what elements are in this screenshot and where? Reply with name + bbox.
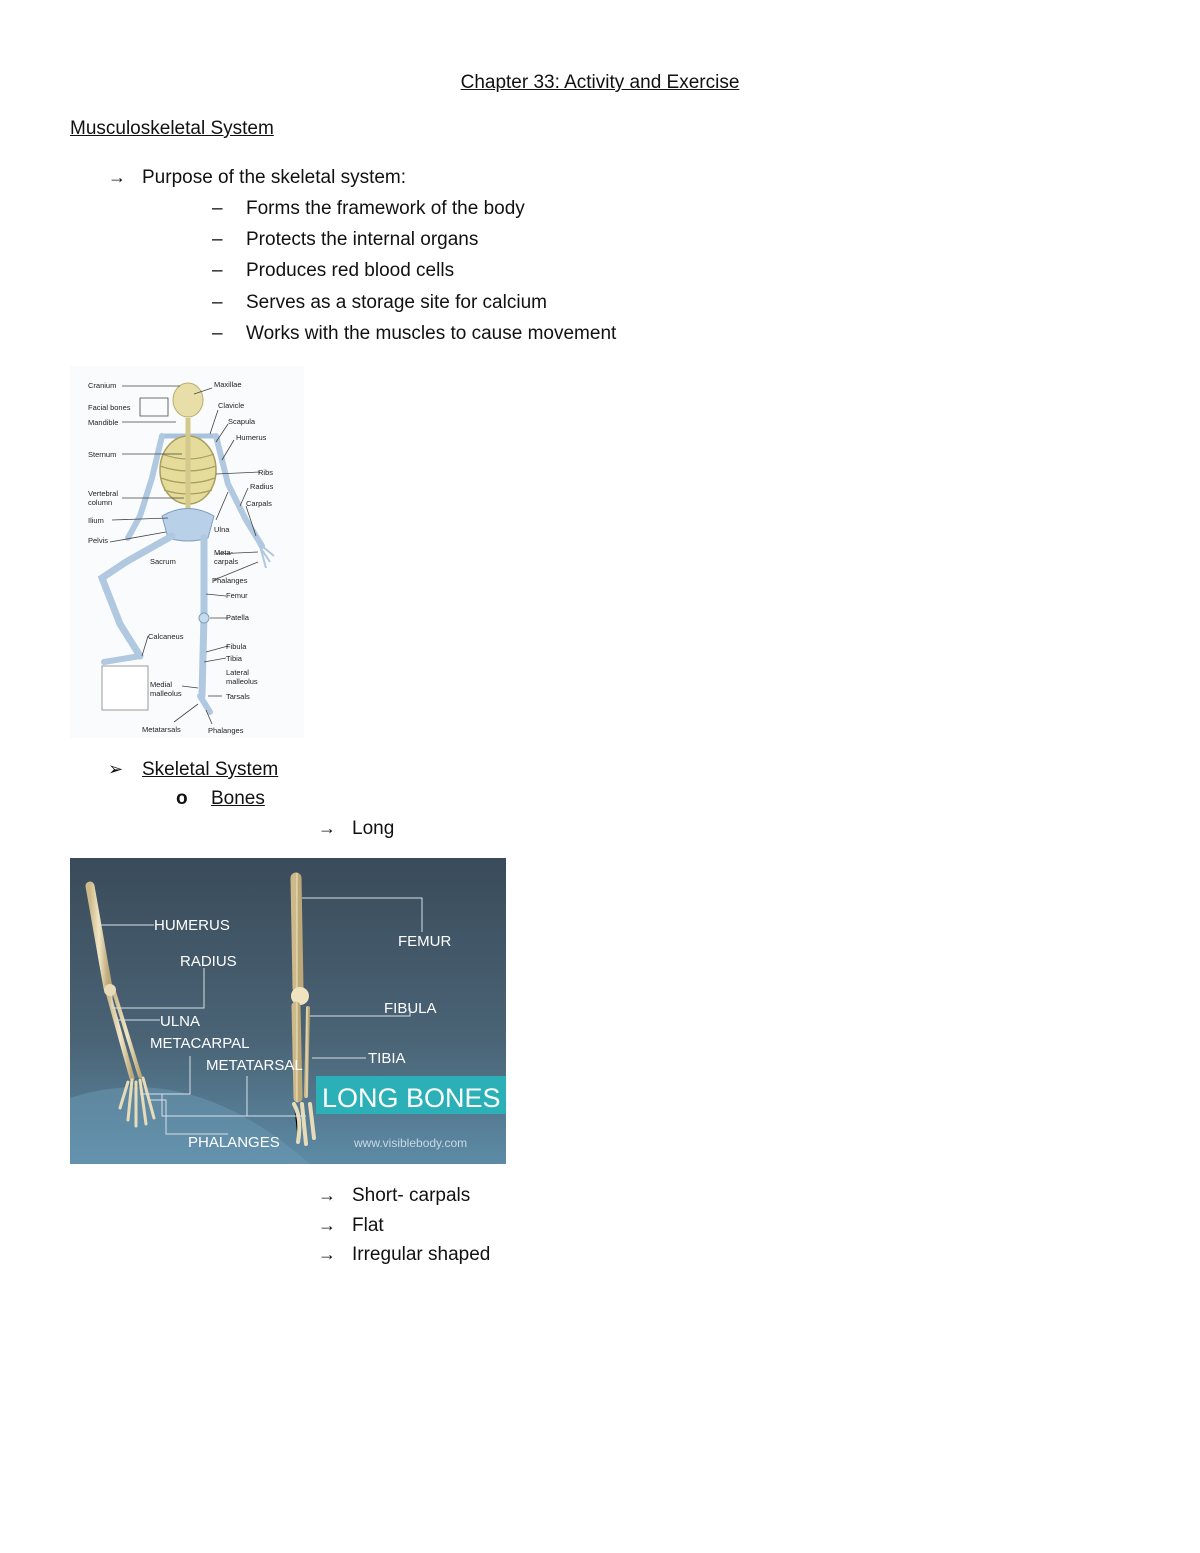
label-radius: RADIUS — [180, 953, 237, 970]
arrow-icon: → — [318, 818, 336, 838]
type-label: Flat — [352, 1215, 384, 1236]
label-femur: FEMUR — [398, 933, 452, 950]
type-label: Short- carpals — [352, 1185, 471, 1206]
bones-line — [176, 788, 265, 810]
type-line — [318, 1244, 490, 1266]
label-calcaneus: Calcaneus — [148, 632, 184, 641]
dash-icon: – — [212, 323, 223, 344]
label-malleolus: malleolus — [150, 689, 182, 698]
skeletal-system-label: Skeletal System — [142, 759, 279, 780]
dash-icon: – — [212, 198, 223, 219]
skull — [173, 383, 203, 417]
label-ulna: Ulna — [214, 525, 230, 534]
label-maxillae: Maxillae — [214, 380, 242, 389]
arrow-icon: → — [318, 1185, 336, 1205]
banner-text: LONG BONES — [322, 1083, 501, 1113]
purpose-item-text: Serves as a storage site for calcium — [246, 292, 547, 313]
skeleton-illustration — [70, 366, 304, 738]
arrow-icon: → — [318, 1215, 336, 1235]
dash-icon: – — [212, 260, 223, 281]
dash-icon: – — [212, 292, 223, 313]
bullet-arrow-icon: ➢ — [108, 759, 124, 779]
label-metatarsal: METATARSAL — [206, 1057, 303, 1074]
label-tarsals: Tarsals — [226, 692, 250, 701]
long-line — [318, 818, 394, 840]
arrow-icon: → — [108, 167, 126, 187]
long-bones-illustration — [70, 858, 506, 1164]
label-tibia: Tibia — [226, 654, 242, 663]
label-metatarsals: Metatarsals — [142, 725, 181, 734]
purpose-item-text: Protects the internal organs — [246, 229, 479, 250]
label-phalanges-hand: Phalanges — [212, 576, 248, 585]
label-meta: Meta- — [214, 548, 234, 557]
label-ribs: Ribs — [258, 468, 274, 477]
label-mandible: Mandible — [88, 418, 119, 427]
label-tibia: TIBIA — [368, 1050, 406, 1067]
purpose-label: Purpose of the skeletal system: — [142, 167, 407, 188]
skeletal-system-line — [108, 759, 278, 781]
label-phalanges-foot: Phalanges — [208, 726, 244, 735]
label-vertebral: Vertebral — [88, 489, 119, 498]
arrow-icon: → — [318, 1244, 336, 1264]
label-fibula: Fibula — [226, 642, 247, 651]
label-metacarpal: METACARPAL — [150, 1035, 250, 1052]
purpose-item — [212, 292, 547, 314]
label-fibula: FIBULA — [384, 1000, 437, 1017]
label-carpals: Carpals — [246, 499, 272, 508]
purpose-item-text: Produces red blood cells — [246, 260, 455, 281]
label-sacrum: Sacrum — [150, 557, 176, 566]
label-lateral-malleolus: malleolus — [226, 677, 258, 686]
step-box — [102, 666, 148, 710]
label-humerus: Humerus — [236, 433, 267, 442]
label-sternum: Sternum — [88, 450, 117, 459]
purpose-item — [212, 198, 525, 220]
label-humerus: HUMERUS — [154, 917, 230, 934]
skeleton-figure — [70, 366, 304, 738]
purpose-item — [212, 260, 454, 282]
circle-bullet-icon: o — [176, 788, 188, 809]
purpose-item — [212, 229, 478, 251]
label-cranium: Cranium — [88, 381, 117, 390]
label-phalanges: PHALANGES — [188, 1134, 280, 1151]
type-line — [318, 1215, 384, 1237]
label-carpals-meta: carpals — [214, 557, 239, 566]
long-bones-figure — [70, 858, 506, 1164]
label-ilium: Ilium — [88, 516, 104, 525]
type-line — [318, 1185, 470, 1207]
type-label: Irregular shaped — [352, 1244, 491, 1265]
label-ulna: ULNA — [160, 1013, 201, 1030]
long-label: Long — [352, 818, 395, 839]
label-column: column — [88, 498, 113, 507]
label-pelvis: Pelvis — [88, 536, 109, 545]
label-femur: Femur — [226, 591, 248, 600]
label-patella: Patella — [226, 613, 249, 622]
label-facial-bones: Facial bones — [88, 403, 131, 412]
purpose-item — [212, 323, 616, 345]
purpose-item-text: Works with the muscles to cause movement — [246, 323, 617, 344]
label-medial: Medial — [150, 680, 173, 689]
purpose-line — [108, 167, 406, 189]
label-lateral: Lateral — [226, 668, 249, 677]
dash-icon: – — [212, 229, 223, 250]
label-scapula: Scapula — [228, 417, 256, 426]
watermark: www.visiblebody.com — [354, 1136, 468, 1150]
purpose-item-text: Forms the framework of the body — [246, 198, 525, 219]
page-title: Chapter 33: Activity and Exercise — [460, 72, 740, 93]
label-radius: Radius — [250, 482, 274, 491]
bones-label: Bones — [211, 788, 265, 809]
label-clavicle: Clavicle — [218, 401, 245, 410]
section-heading: Musculoskeletal System — [70, 118, 274, 139]
